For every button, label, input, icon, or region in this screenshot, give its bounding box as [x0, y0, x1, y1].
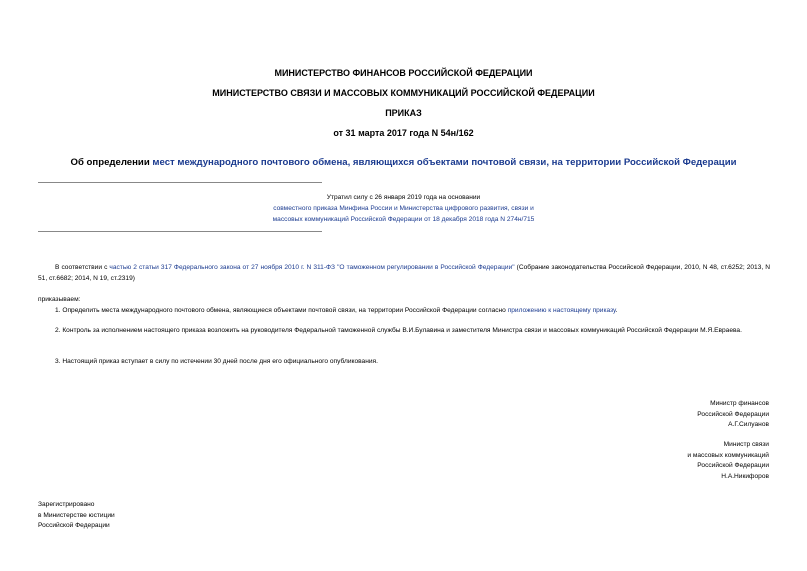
order-item-1 [38, 306, 770, 317]
ministry-communications-heading: МИНИСТЕРСТВО СВЯЗИ И МАССОВЫХ КОММУНИКАЦИЙ РОССИЙСКОЙ ФЕДЕРАЦИИ [212, 88, 595, 98]
signature2-title: Министр связи [723, 441, 769, 448]
registration-line1: Зарегистрировано [38, 501, 95, 508]
lost-force-line1: Утратил силу с 26 января 2019 года на основании [326, 194, 481, 201]
ministry-finance-heading: МИНИСТЕРСТВО ФИНАНСОВ РОССИЙСКОЙ ФЕДЕРАЦИИ [274, 68, 533, 78]
signature1-country: Российской Федерации [697, 410, 769, 418]
signature-minister-communications [687, 440, 769, 482]
order-word: приказываем: [38, 296, 81, 303]
lost-force-link-line3 [0, 214, 807, 225]
item1-end: . [615, 307, 618, 314]
document-title [0, 157, 807, 169]
registration-block [38, 500, 115, 532]
signature2-country: Российской Федерации [697, 462, 769, 469]
lost-force-link-part1[interactable]: совместного приказа Минфина России и Министерства цифрового развития, связи и [273, 205, 534, 212]
order-item-2: 2. Контроль за исполнением настоящего приказа возложить на руководителя Федеральной таможенной службы В.И.Булавина и заместителя Министра связи и массовых коммуникаций Российской Федерации М.Я.Евраева. [55, 327, 742, 334]
lost-force-link-line2 [0, 203, 807, 214]
signature-minister-finance [697, 399, 769, 431]
preamble-prefix: В соответствии с [55, 264, 110, 271]
signature1-name: А.Г.Силуанов [728, 421, 769, 428]
signature1-title: Министр финансов [710, 400, 769, 407]
lost-force-link-part2[interactable]: массовых коммуникаций Российской Федерации от 18 декабря 2018 года N 274н/715 [272, 216, 535, 223]
title-prefix: Об определении [70, 157, 153, 168]
registration-line3: Российской Федерации [38, 522, 110, 529]
title-link[interactable]: мест международного почтового обмена, являющихся объектами почтовой связи, на территории Российской Федерации [152, 157, 737, 168]
top-divider [38, 182, 322, 183]
appendix-link[interactable]: приложению к настоящему приказу [507, 307, 616, 314]
document-date-number: от 31 марта 2017 года N 54н/162 [333, 128, 474, 138]
preamble-suffix: (Собрание законодательства Российской Федерации, 2010, N 48, ст.6252; 2013, N 51, ст.6682; 2014, N 19, ст.2319) [38, 264, 770, 282]
preamble-paragraph [38, 263, 770, 284]
signature2-subtitle: и массовых коммуникаций [687, 451, 769, 459]
document-type-heading: ПРИКАЗ [385, 108, 422, 118]
signature2-name: Н.А.Никифоров [721, 472, 769, 480]
federal-law-link[interactable]: частью 2 статьи 317 Федерального закона от 27 ноября 2010 г. N 311-ФЗ "О таможенном регулировании в Российской Федерации" [109, 264, 515, 271]
item1-text: 1. Определить места международного почтового обмена, являющиеся объектами почтовой связи, на территории Российской Федерации согласно [55, 307, 508, 314]
registration-line2: в Министерстве юстиции [38, 511, 115, 519]
bottom-divider [38, 231, 322, 232]
order-item-3: 3. Настоящий приказ вступает в силу по истечении 30 дней после дня его официального опубликования. [55, 358, 378, 365]
